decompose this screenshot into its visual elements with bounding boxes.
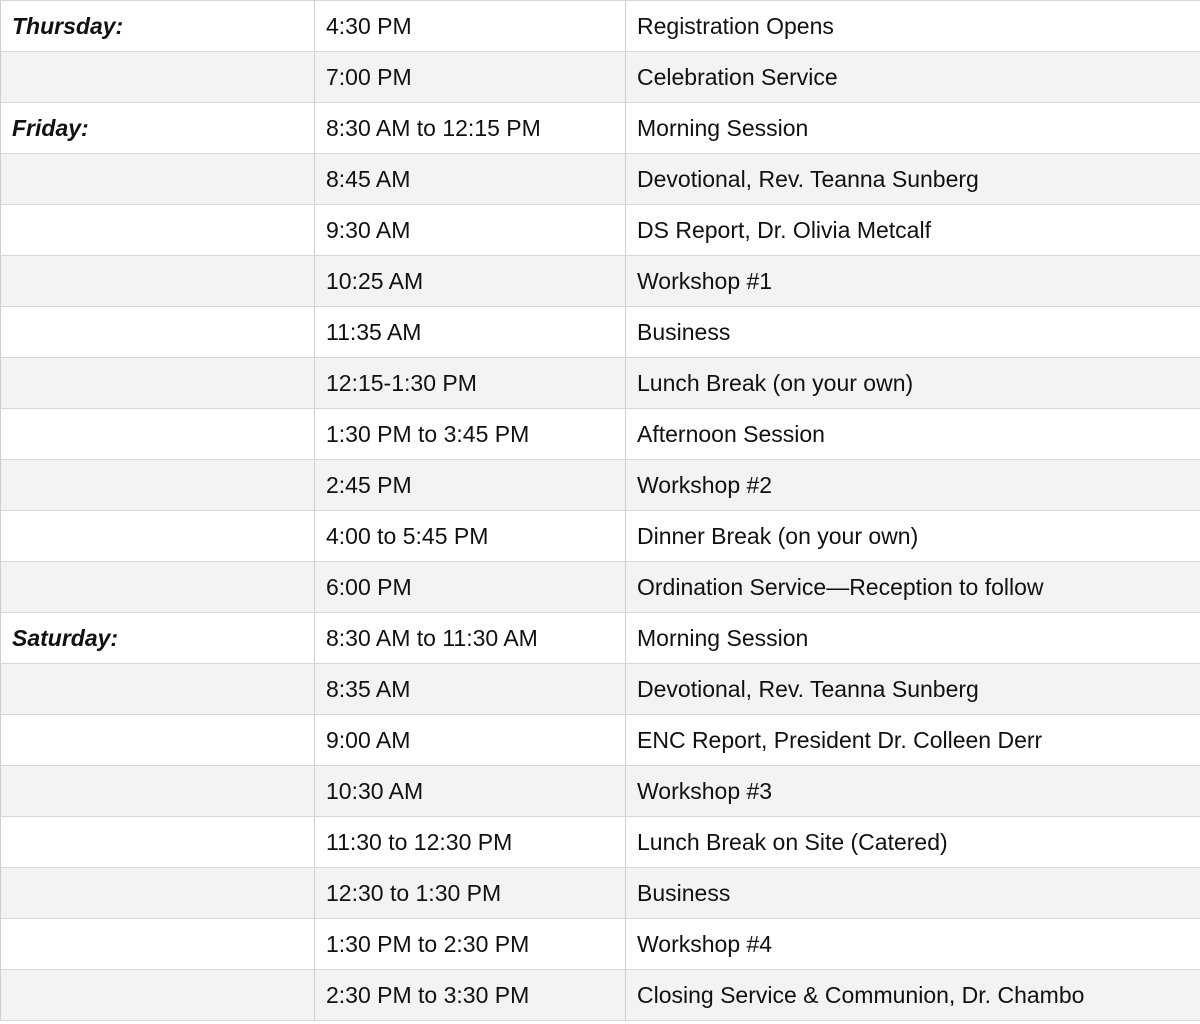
day-cell xyxy=(1,52,315,103)
day-cell xyxy=(1,715,315,766)
event-cell: Morning Session xyxy=(626,103,1200,154)
day-cell xyxy=(1,358,315,409)
event-cell: Workshop #1 xyxy=(626,256,1200,307)
table-row xyxy=(1,460,1200,511)
event-cell: Workshop #3 xyxy=(626,766,1200,817)
time-cell: 1:30 PM to 2:30 PM xyxy=(315,919,626,970)
event-cell: Afternoon Session xyxy=(626,409,1200,460)
event-cell: Dinner Break (on your own) xyxy=(626,511,1200,562)
day-cell xyxy=(1,511,315,562)
table-row xyxy=(1,817,1200,868)
day-cell xyxy=(1,766,315,817)
time-cell: 11:30 to 12:30 PM xyxy=(315,817,626,868)
table-row xyxy=(1,868,1200,919)
table-row xyxy=(1,409,1200,460)
event-cell: Business xyxy=(626,868,1200,919)
table-row xyxy=(1,511,1200,562)
time-cell: 8:45 AM xyxy=(315,154,626,205)
time-cell: 10:30 AM xyxy=(315,766,626,817)
table-row xyxy=(1,613,1200,664)
day-cell xyxy=(1,205,315,256)
table-row xyxy=(1,664,1200,715)
time-cell: 7:00 PM xyxy=(315,52,626,103)
event-cell: Lunch Break (on your own) xyxy=(626,358,1200,409)
table-row xyxy=(1,358,1200,409)
time-cell: 12:30 to 1:30 PM xyxy=(315,868,626,919)
day-cell xyxy=(1,868,315,919)
day-cell xyxy=(1,307,315,358)
day-cell xyxy=(1,817,315,868)
time-cell: 6:00 PM xyxy=(315,562,626,613)
event-cell: ENC Report, President Dr. Colleen Derr xyxy=(626,715,1200,766)
table-row xyxy=(1,766,1200,817)
day-cell: Friday: xyxy=(1,103,315,154)
time-cell: 8:30 AM to 12:15 PM xyxy=(315,103,626,154)
event-cell: Workshop #4 xyxy=(626,919,1200,970)
time-cell: 2:30 PM to 3:30 PM xyxy=(315,970,626,1021)
time-cell: 9:30 AM xyxy=(315,205,626,256)
time-cell: 12:15-1:30 PM xyxy=(315,358,626,409)
day-cell xyxy=(1,154,315,205)
table-row xyxy=(1,103,1200,154)
day-cell: Thursday: xyxy=(1,1,315,52)
time-cell: 4:00 to 5:45 PM xyxy=(315,511,626,562)
time-cell: 4:30 PM xyxy=(315,1,626,52)
time-cell: 11:35 AM xyxy=(315,307,626,358)
schedule-body xyxy=(1,1,1200,1021)
event-cell: Registration Opens xyxy=(626,1,1200,52)
table-row xyxy=(1,715,1200,766)
table-row xyxy=(1,205,1200,256)
time-cell: 8:35 AM xyxy=(315,664,626,715)
table-row xyxy=(1,256,1200,307)
day-cell xyxy=(1,664,315,715)
table-row xyxy=(1,1,1200,52)
event-cell: Devotional, Rev. Teanna Sunberg xyxy=(626,664,1200,715)
day-cell xyxy=(1,256,315,307)
table-row xyxy=(1,562,1200,613)
day-cell xyxy=(1,970,315,1021)
day-cell xyxy=(1,562,315,613)
day-cell xyxy=(1,460,315,511)
time-cell: 10:25 AM xyxy=(315,256,626,307)
day-cell: Saturday: xyxy=(1,613,315,664)
event-cell: Lunch Break on Site (Catered) xyxy=(626,817,1200,868)
time-cell: 2:45 PM xyxy=(315,460,626,511)
day-cell xyxy=(1,409,315,460)
time-cell: 8:30 AM to 11:30 AM xyxy=(315,613,626,664)
event-cell: Ordination Service—Reception to follow xyxy=(626,562,1200,613)
time-cell: 9:00 AM xyxy=(315,715,626,766)
event-cell: Workshop #2 xyxy=(626,460,1200,511)
day-cell xyxy=(1,919,315,970)
time-cell: 1:30 PM to 3:45 PM xyxy=(315,409,626,460)
event-cell: Devotional, Rev. Teanna Sunberg xyxy=(626,154,1200,205)
event-cell: Business xyxy=(626,307,1200,358)
table-row xyxy=(1,307,1200,358)
event-cell: DS Report, Dr. Olivia Metcalf xyxy=(626,205,1200,256)
table-row xyxy=(1,970,1200,1021)
table-row xyxy=(1,52,1200,103)
table-row xyxy=(1,919,1200,970)
event-cell: Morning Session xyxy=(626,613,1200,664)
event-cell: Closing Service & Communion, Dr. Chambo xyxy=(626,970,1200,1021)
event-cell: Celebration Service xyxy=(626,52,1200,103)
table-row xyxy=(1,154,1200,205)
